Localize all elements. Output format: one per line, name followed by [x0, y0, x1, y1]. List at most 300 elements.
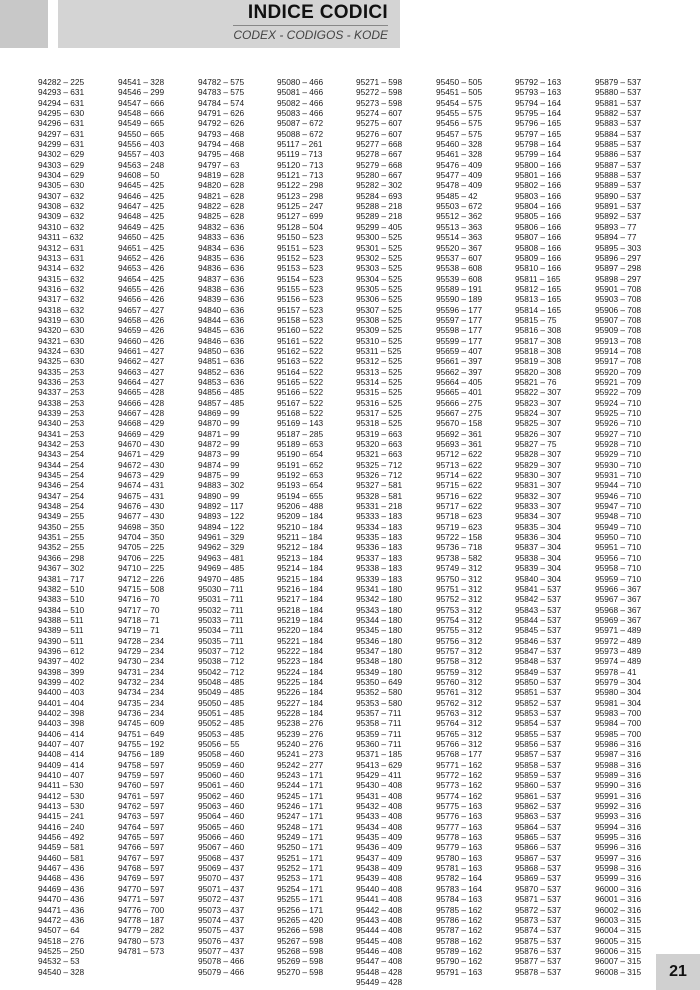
code-entry: 94342 – 253 [38, 439, 85, 450]
code-entry: 95071 – 437 [198, 883, 245, 894]
code-entry: 95279 – 668 [356, 159, 403, 170]
code-entry: 95161 – 522 [277, 335, 324, 346]
code-entry: 95031 – 711 [198, 594, 244, 605]
code-entry: 95301 – 525 [356, 242, 403, 253]
code-entry: 95763 – 312 [436, 707, 483, 718]
code-entry: 94470 – 436 [38, 894, 85, 905]
code-entry: 94401 – 404 [38, 697, 85, 708]
code-entry: 95460 – 328 [436, 139, 483, 150]
code-entry: 95315 – 525 [356, 387, 403, 398]
code-entry: 94835 – 636 [198, 252, 245, 263]
code-entry: 95693 – 361 [436, 439, 483, 450]
code-entry: 94791 – 626 [198, 108, 245, 119]
code-entry: 94779 – 282 [118, 925, 165, 936]
code-entry: 95867 – 537 [515, 852, 562, 863]
code-entry: 95457 – 575 [436, 128, 483, 139]
code-entry: 95949 – 710 [595, 521, 642, 532]
code-entry: 95826 – 307 [515, 428, 562, 439]
code-entry: 94657 – 427 [118, 304, 165, 315]
code-entry: 94402 – 398 [38, 707, 85, 718]
code-entry: 94411 – 530 [38, 780, 84, 791]
code-entry: 95477 – 409 [436, 170, 483, 181]
code-entry: 96008 – 315 [595, 966, 642, 977]
code-entry: 95338 – 183 [356, 563, 403, 574]
code-entry: 95989 – 316 [595, 770, 642, 781]
code-entry: 95268 – 598 [277, 945, 324, 956]
code-entry: 95972 – 489 [595, 635, 642, 646]
code-entry: 95790 – 162 [436, 956, 483, 967]
code-entry: 94350 – 255 [38, 521, 85, 532]
code-entry: 94769 – 597 [118, 873, 165, 884]
code-entry: 95191 – 652 [277, 459, 324, 470]
code-entry: 94546 – 299 [118, 87, 165, 98]
code-entry: 94710 – 225 [118, 563, 165, 574]
code-entry: 95840 – 304 [515, 573, 562, 584]
code-entry: 95870 – 537 [515, 883, 562, 894]
code-entry: 95312 – 525 [356, 356, 403, 367]
code-entry: 95053 – 485 [198, 728, 245, 739]
code-entry: 95762 – 312 [436, 697, 483, 708]
code-entry: 96006 – 315 [595, 945, 642, 956]
code-entry: 95853 – 537 [515, 707, 562, 718]
code-entry: 95121 – 713 [277, 170, 324, 181]
code-entry: 95809 – 166 [515, 252, 562, 263]
code-entry: 94793 – 468 [198, 128, 245, 139]
code-entry: 95248 – 171 [277, 821, 324, 832]
code-entry: 95158 – 523 [277, 314, 324, 325]
code-entry: 94857 – 485 [198, 397, 245, 408]
code-entry: 94303 – 629 [38, 159, 85, 170]
code-entry: 95998 – 316 [595, 863, 642, 874]
code-entry: 95986 – 316 [595, 739, 642, 749]
code-entry: 95244 – 171 [277, 780, 324, 791]
code-entry: 95155 – 523 [277, 283, 324, 294]
code-entry: 95360 – 711 [356, 739, 402, 749]
code-entry: 94840 – 636 [198, 304, 245, 315]
code-entry: 95476 – 409 [436, 159, 483, 170]
code-entry: 95123 – 298 [277, 190, 324, 201]
code-entry: 94768 – 597 [118, 863, 165, 874]
code-entry: 95883 – 537 [595, 118, 642, 129]
code-entry: 95275 – 607 [356, 118, 403, 129]
code-entry: 94767 – 597 [118, 852, 165, 863]
code-entry: 95447 – 408 [356, 956, 403, 967]
code-entry: 94399 – 402 [38, 676, 85, 687]
code-entry: 95064 – 460 [198, 811, 245, 822]
code-entry: 95449 – 428 [356, 976, 403, 987]
code-entry: 95074 – 437 [198, 914, 245, 925]
code-entry: 95345 – 180 [356, 625, 403, 636]
code-entry: 95240 – 276 [277, 739, 324, 749]
code-entry: 94654 – 425 [118, 273, 165, 284]
code-entry: 95160 – 522 [277, 325, 324, 336]
code-entry: 94821 – 628 [198, 190, 245, 201]
code-entry: 95461 – 328 [436, 149, 483, 160]
code-entry: 95983 – 700 [595, 707, 642, 718]
code-entry: 94832 – 636 [198, 221, 245, 232]
code-entry: 95282 – 302 [356, 180, 403, 191]
code-entry: 95082 – 466 [277, 97, 324, 108]
code-entry: 95431 – 408 [356, 790, 403, 801]
code-entry: 94314 – 632 [38, 263, 85, 274]
code-entry: 95872 – 537 [515, 904, 562, 915]
code-entry: 95317 – 525 [356, 408, 403, 418]
code-entry: 94471 – 436 [38, 904, 85, 915]
code-entry: 95845 – 537 [515, 625, 562, 636]
code-entry: 95876 – 537 [515, 945, 562, 956]
code-entry: 95836 – 304 [515, 532, 562, 543]
code-entry: 95343 – 180 [356, 604, 403, 615]
code-entry: 95042 – 712 [198, 666, 245, 677]
code-entry: 95212 – 184 [277, 542, 324, 553]
code-entry: 95879 – 537 [595, 77, 642, 87]
code-entry: 95714 – 622 [436, 470, 483, 481]
code-entry: 95162 – 522 [277, 345, 324, 356]
code-entry: 94398 – 399 [38, 666, 85, 677]
code-entry: 94856 – 485 [198, 387, 245, 398]
code-entry: 95337 – 183 [356, 552, 403, 563]
code-entry: 94413 – 530 [38, 801, 85, 812]
code-entry: 94313 – 631 [38, 252, 85, 263]
code-entry: 95987 – 316 [595, 749, 642, 760]
code-entry: 94673 – 429 [118, 470, 165, 481]
code-entry: 95800 – 166 [515, 159, 562, 170]
code-entry: 94653 – 426 [118, 263, 165, 274]
code-entry: 94664 – 427 [118, 376, 165, 387]
code-entry: 95334 – 183 [356, 521, 403, 532]
code-entry: 94762 – 597 [118, 801, 165, 812]
code-entry: 94384 – 510 [38, 604, 85, 615]
code-entry: 95783 – 164 [436, 883, 483, 894]
code-entry: 95348 – 180 [356, 656, 403, 667]
code-entry: 95217 – 184 [277, 594, 324, 605]
code-entry: 95925 – 710 [595, 408, 642, 418]
code-entry: 95861 – 537 [515, 790, 562, 801]
code-entry: 95034 – 711 [198, 625, 244, 636]
code-entry: 95860 – 537 [515, 780, 562, 791]
code-entry: 94319 – 630 [38, 314, 85, 325]
code-entry: 95865 – 537 [515, 832, 562, 843]
code-entry: 95059 – 460 [198, 759, 245, 770]
code-entry: 94770 – 597 [118, 883, 165, 894]
code-entry: 95833 – 307 [515, 501, 562, 512]
code-entry: 95882 – 537 [595, 108, 642, 119]
code-entry: 95856 – 537 [515, 739, 562, 749]
code-entry: 94646 – 425 [118, 190, 165, 201]
code-entry: 94873 – 99 [198, 449, 240, 460]
code-entry: 95437 – 409 [356, 852, 403, 863]
code-entry: 95088 – 672 [277, 128, 324, 139]
code-entry: 95280 – 667 [356, 170, 403, 181]
code-entry: 95080 – 466 [277, 77, 324, 87]
code-entry: 95125 – 247 [277, 201, 324, 212]
code-entry: 95284 – 693 [356, 190, 403, 201]
page-number: 21 [656, 954, 700, 990]
code-entry: 95753 – 312 [436, 604, 483, 615]
code-entry: 95152 – 523 [277, 252, 324, 263]
code-entry: 95810 – 166 [515, 263, 562, 274]
code-entry: 95227 – 184 [277, 697, 324, 708]
code-entry: 95831 – 307 [515, 480, 562, 491]
code-entry: 94853 – 636 [198, 376, 245, 387]
code-entry: 95813 – 165 [515, 294, 562, 305]
code-entry: 95780 – 163 [436, 852, 483, 863]
code-entry: 95967 – 367 [595, 594, 642, 605]
code-entry: 95838 – 304 [515, 552, 562, 563]
code-entry: 95979 – 304 [595, 676, 642, 687]
code-entry: 94608 – 50 [118, 170, 160, 181]
code-entry: 95884 – 537 [595, 128, 642, 139]
code-entry: 95485 – 42 [436, 190, 478, 201]
code-entry: 95352 – 580 [356, 687, 403, 698]
code-entry: 95894 – 77 [595, 232, 637, 243]
code-entry: 94415 – 241 [38, 811, 85, 822]
code-entry: 94282 – 225 [38, 77, 85, 87]
code-entry: 95265 – 420 [277, 914, 324, 925]
code-entry: 95990 – 316 [595, 780, 642, 791]
code-entry: 95252 – 171 [277, 863, 324, 874]
code-entry: 94344 – 254 [38, 459, 85, 470]
code-entry: 94325 – 630 [38, 356, 85, 367]
code-entry: 94416 – 240 [38, 821, 85, 832]
code-entry: 95302 – 525 [356, 252, 403, 263]
code-column [356, 77, 436, 987]
code-entry: 95752 – 312 [436, 594, 483, 605]
code-entry: 95782 – 164 [436, 873, 483, 884]
code-entry: 94705 – 225 [118, 542, 165, 553]
code-entry: 95326 – 712 [356, 470, 403, 481]
code-entry: 95030 – 711 [198, 583, 244, 594]
code-entry: 95857 – 537 [515, 749, 562, 760]
code-entry: 95892 – 537 [595, 211, 642, 222]
code-entry: 95913 – 708 [595, 335, 642, 346]
code-entry: 94469 – 436 [38, 883, 85, 894]
code-entry: 95662 – 397 [436, 366, 483, 377]
code-column [515, 77, 595, 977]
code-entry: 95799 – 164 [515, 149, 562, 160]
code-entry: 94324 – 630 [38, 345, 85, 356]
code-entry: 95848 – 537 [515, 656, 562, 667]
code-entry: 95906 – 708 [595, 304, 642, 315]
code-entry: 95886 – 537 [595, 149, 642, 160]
code-entry: 94299 – 631 [38, 139, 85, 150]
code-entry: 95890 – 537 [595, 190, 642, 201]
code-entry: 94797 – 63 [198, 159, 240, 170]
code-entry: 95514 – 363 [436, 232, 483, 243]
code-entry: 95164 – 522 [277, 366, 324, 377]
code-entry: 95715 – 622 [436, 480, 483, 491]
code-entry: 95768 – 177 [436, 749, 483, 760]
code-entry: 95898 – 297 [595, 273, 642, 284]
code-entry: 95300 – 525 [356, 232, 403, 243]
code-entry: 95847 – 537 [515, 645, 562, 656]
code-entry: 95120 – 713 [277, 159, 324, 170]
code-entry: 95839 – 304 [515, 563, 562, 574]
code-entry: 94548 – 666 [118, 108, 165, 119]
code-entry: 95891 – 537 [595, 201, 642, 212]
code-entry: 95193 – 654 [277, 480, 324, 491]
code-entry: 94525 – 250 [38, 945, 85, 956]
code-entry: 94652 – 426 [118, 252, 165, 263]
code-entry: 95151 – 523 [277, 242, 324, 253]
code-entry: 95917 – 708 [595, 356, 642, 367]
code-entry: 94337 – 253 [38, 387, 85, 398]
code-entry: 94852 – 636 [198, 366, 245, 377]
code-entry: 94556 – 403 [118, 139, 165, 150]
code-entry: 94850 – 636 [198, 345, 245, 356]
code-entry: 94316 – 632 [38, 283, 85, 294]
code-column [38, 77, 118, 977]
code-entry: 94894 – 122 [198, 521, 245, 532]
code-entry: 95303 – 525 [356, 263, 403, 274]
code-entry: 94736 – 234 [118, 707, 165, 718]
code-entry: 95875 – 537 [515, 935, 562, 946]
code-entry: 95078 – 466 [198, 956, 245, 967]
code-entry: 95033 – 711 [198, 614, 244, 625]
code-entry: 95661 – 397 [436, 356, 483, 367]
code-entry: 94343 – 254 [38, 449, 85, 460]
code-entry: 95512 – 362 [436, 211, 483, 222]
code-entry: 95167 – 522 [277, 397, 324, 408]
code-entry: 95256 – 171 [277, 904, 324, 915]
code-entry: 95798 – 164 [515, 139, 562, 150]
code-column [436, 77, 516, 977]
code-entry: 95909 – 708 [595, 325, 642, 336]
code-entry: 95903 – 708 [595, 294, 642, 305]
code-entry: 95274 – 607 [356, 108, 403, 119]
code-entry: 95929 – 710 [595, 449, 642, 460]
code-entry: 94317 – 632 [38, 294, 85, 305]
code-entry: 95779 – 163 [436, 842, 483, 853]
code-entry: 94820 – 628 [198, 180, 245, 191]
code-entry: 95999 – 316 [595, 873, 642, 884]
code-entry: 95050 – 485 [198, 697, 245, 708]
code-entry: 95897 – 298 [595, 263, 642, 274]
code-entry: 95221 – 184 [277, 635, 324, 646]
code-entry: 95719 – 623 [436, 521, 483, 532]
code-entry: 95716 – 622 [436, 490, 483, 501]
code-entry: 95927 – 710 [595, 428, 642, 439]
code-entry: 95922 – 709 [595, 387, 642, 398]
code-entry: 95325 – 712 [356, 459, 403, 470]
code-entry: 95206 – 488 [277, 501, 324, 512]
code-entry: 95308 – 525 [356, 314, 403, 325]
code-entry: 94341 – 253 [38, 428, 85, 439]
code-entry: 94412 – 530 [38, 790, 85, 801]
code-entry: 95907 – 708 [595, 314, 642, 325]
code-entry: 94760 – 597 [118, 780, 165, 791]
code-entry: 95314 – 525 [356, 376, 403, 387]
code-entry: 95255 – 171 [277, 894, 324, 905]
code-entry: 95122 – 298 [277, 180, 324, 191]
code-entry: 95757 – 312 [436, 645, 483, 656]
code-entry: 95434 – 408 [356, 821, 403, 832]
code-entry: 95253 – 171 [277, 873, 324, 884]
code-entry: 95985 – 700 [595, 728, 642, 739]
code-entry: 94649 – 425 [118, 221, 165, 232]
code-entry: 95347 – 180 [356, 645, 403, 656]
code-entry: 95319 – 663 [356, 428, 403, 439]
code-entry: 95832 – 307 [515, 490, 562, 501]
code-entry: 95344 – 180 [356, 614, 403, 625]
code-entry: 94532 – 53 [38, 956, 80, 967]
code-entry: 95440 – 408 [356, 883, 403, 894]
code-entry: 95439 – 408 [356, 873, 403, 884]
code-entry: 94396 – 612 [38, 645, 85, 656]
code-entry: 95430 – 408 [356, 780, 403, 791]
code-entry: 95825 – 307 [515, 418, 562, 429]
code-entry: 95858 – 537 [515, 759, 562, 770]
code-entry: 95222 – 184 [277, 645, 324, 656]
code-entry: 95254 – 171 [277, 883, 324, 894]
code-entry: 95307 – 525 [356, 304, 403, 315]
code-entry: 96003 – 315 [595, 914, 642, 925]
code-entry: 95250 – 171 [277, 842, 324, 853]
code-entry: 94294 – 631 [38, 97, 85, 108]
code-entry: 95081 – 466 [277, 87, 324, 98]
code-entry: 95128 – 504 [277, 221, 324, 232]
code-entry: 94870 – 99 [198, 418, 240, 429]
code-entry: 95754 – 312 [436, 614, 483, 625]
code-entry: 95966 – 367 [595, 583, 642, 594]
code-entry: 94677 – 430 [118, 511, 165, 522]
code-entry: 95350 – 649 [356, 676, 403, 687]
code-entry: 95984 – 700 [595, 718, 642, 729]
code-entry: 95267 – 598 [277, 935, 324, 946]
code-entry: 95659 – 407 [436, 345, 483, 356]
code-entry: 95771 – 162 [436, 759, 483, 770]
code-entry: 94676 – 430 [118, 501, 165, 512]
code-entry: 94871 – 99 [198, 428, 240, 439]
code-entry: 95299 – 405 [356, 221, 403, 232]
code-entry: 95154 – 523 [277, 273, 324, 284]
code-entry: 95032 – 711 [198, 604, 244, 615]
code-entry: 95539 – 608 [436, 273, 483, 284]
code-entry: 95761 – 312 [436, 687, 483, 698]
code-entry: 95190 – 654 [277, 449, 324, 460]
code-entry: 95079 – 466 [198, 966, 245, 977]
code-entry: 94890 – 99 [198, 490, 240, 501]
code-entry: 95821 – 76 [515, 376, 557, 387]
code-entry: 94662 – 427 [118, 356, 165, 367]
code-entry: 94293 – 631 [38, 87, 85, 98]
code-entry: 95238 – 276 [277, 718, 324, 729]
code-entry: 94794 – 468 [198, 139, 245, 150]
code-entry: 95844 – 537 [515, 614, 562, 625]
code-entry: 95854 – 537 [515, 718, 562, 729]
code-entry: 94296 – 631 [38, 118, 85, 129]
code-entry: 95996 – 316 [595, 842, 642, 853]
code-entry: 95225 – 184 [277, 676, 324, 687]
code-entry: 94547 – 666 [118, 97, 165, 108]
code-entry: 95667 – 275 [436, 408, 483, 418]
code-entry: 95271 – 598 [356, 77, 403, 87]
code-entry: 95991 – 316 [595, 790, 642, 801]
code-entry: 95331 – 218 [356, 501, 403, 512]
code-entry: 95070 – 437 [198, 873, 245, 884]
code-entry: 94383 – 510 [38, 594, 85, 605]
code-entry: 94834 – 636 [198, 242, 245, 253]
code-entry: 94728 – 234 [118, 635, 165, 646]
code-entry: 95846 – 537 [515, 635, 562, 646]
code-entry: 94309 – 632 [38, 211, 85, 222]
code-entry: 94671 – 429 [118, 449, 165, 460]
code-entry: 95320 – 663 [356, 439, 403, 450]
code-entry: 95165 – 522 [277, 376, 324, 387]
code-entry: 96002 – 316 [595, 904, 642, 915]
code-entry: 95306 – 525 [356, 294, 403, 305]
code-entry: 94335 – 253 [38, 366, 85, 377]
